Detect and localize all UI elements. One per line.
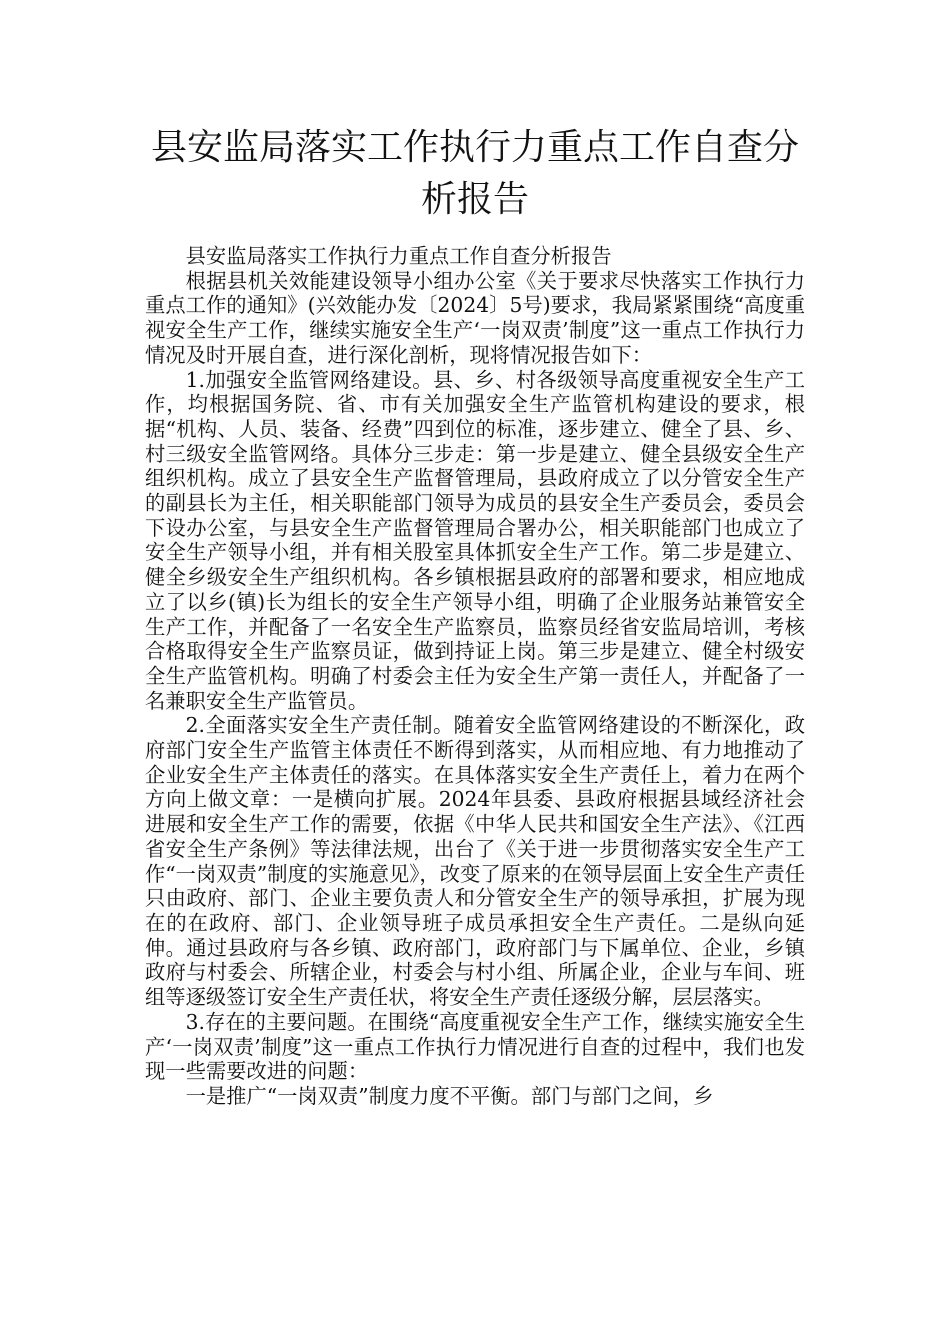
- intro-paragraph: 根据县机关效能建设领导小组办公室《关于要求尽快落实工作执行力重点工作的通知》(兴效能办发〔2024〕5号)要求，我局紧紧围绕“高度重视安全生产工作，继续实施安全生产‘一岗双责’制度”这一重点工作执行力情况及时开展自查，进行深化剖析，现将情况报告如下：: [145, 268, 805, 367]
- section-3-paragraph: 3.存在的主要问题。在围绕“高度重视安全生产工作，继续实施安全生产‘一岗双责’制度”这一重点工作执行力情况进行自查的过程中，我们也发现一些需要改进的问题：: [145, 1009, 805, 1084]
- subtitle-paragraph: 县安监局落实工作执行力重点工作自查分析报告: [185, 244, 612, 268]
- section-1-paragraph: 1.加强安全监管网络建设。县、乡、村各级领导高度重视安全生产工作，均根据国务院、省、市有关加强安全生产监管机构建设的要求，根据“机构、人员、装备、经费”四到位的标准，逐步建立、健全了县、乡、村三级安全监管网络。具体分三步走：第一步是建立、健全县级安全生产组织机构。成立了县安全生产监督管理局，县政府成立了以分管安全生产的副县长为主任，相关职能部门领导为成员的县安全生产委员会，委员会下设办公室，与县安全生产监督管理局合署办公，相关职能部门也成立了安全生产领导小组，并有相关股室具体抓安全生产工作。第二步是建立、健全乡级安全生产组织机构。各乡镇根据县政府的部署和要求，相应地成立了以乡(镇)长为组长的安全生产领导小组，明确了企业服务站兼管安全生产工作，并配备了一名安全生产监察员，监察员经省安监局培训，考核合格取得安全生产监察员证，做到持证上岗。第三步是建立、健全村级安全生产监管机构。明确了村委会主任为安全生产第一责任人，并配备了一名兼职安全生产监管员。: [145, 367, 805, 713]
- problem-1-paragraph: 一是推广“一岗双责”制度力度不平衡。部门与部门之间，乡: [185, 1083, 714, 1108]
- section-2-paragraph: 2.全面落实安全生产责任制。随着安全监管网络建设的不断深化，政府部门安全生产监管主体责任不断得到落实，从而相应地、有力地推动了企业安全生产主体责任的落实。在具体落实安全生产责任上，着力在两个方向上做文章：一是横向扩展。2024年县委、县政府根据县域经济社会进展和安全生产工作的需要，依据《中华人民共和国安全生产法》、《江西省安全生产条例》等法律法规，出台了《关于进一步贯彻落实安全生产工作“一岗双责”制度的实施意见》，改变了原来的在领导层面上安全生产责任只由政府、部门、企业主要负责人和分管安全生产的领导承担，扩展为现在的在政府、部门、企业领导班子成员承担安全生产责任。二是纵向延伸。通过县政府与各乡镇、政府部门，政府部门与下属单位、企业，乡镇政府与村委会、所辖企业，村委会与村小组、所属企业，企业与车间、班组等逐级签订安全生产责任状，将安全生产责任逐级分解，层层落实。: [145, 713, 805, 1010]
- document-title: 县安监局落实工作执行力重点工作自查分析报告: [150, 127, 799, 220]
- document-body: [145, 244, 805, 1109]
